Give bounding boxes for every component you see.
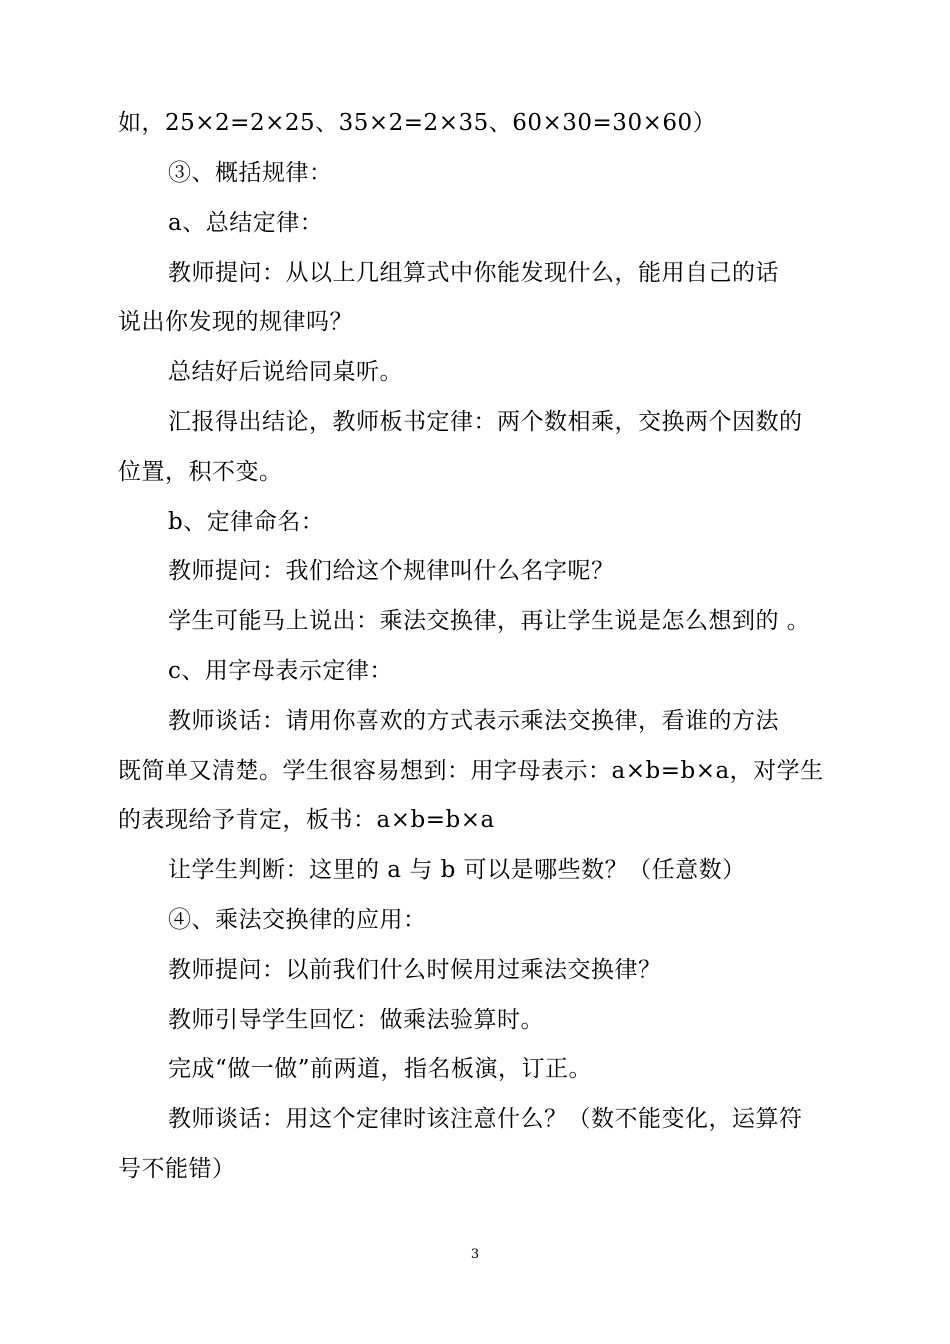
text-line-17: ④、乘法交换律的应用：: [168, 907, 427, 933]
text-line-7: 汇报得出结论，教师板书定律：两个数相乘，交换两个因数的: [168, 409, 803, 435]
text-line-11: 学生可能马上说出：乘法交换律，再让学生说是怎么想到的 。: [168, 608, 811, 634]
text-line-20: 完成“做一做”前两道，指名板演，订正。: [168, 1056, 593, 1082]
text-line-19: 教师引导学生回忆：做乘法验算时。: [168, 1007, 544, 1033]
text-line-21: 教师谈话：用这个定律时该注意什么？（数不能变化，运算符: [168, 1106, 803, 1132]
text-line-5: 说出你发现的规律吗？: [118, 309, 353, 335]
text-line-2: ③、概括规律：: [168, 160, 333, 186]
text-line-10: 教师提问：我们给这个规律叫什么名字呢？: [168, 558, 615, 584]
text-line-14: 既简单又清楚。学生很容易想到：用字母表示：a×b=b×a，对学生: [118, 758, 824, 784]
text-line-12: c、用字母表示定律：: [168, 658, 393, 684]
text-line-4: 教师提问：从以上几组算式中你能发现什么，能用自己的话: [168, 260, 779, 286]
text-line-6: 总结好后说给同桌听。: [168, 359, 403, 385]
text-line-1: 如，25×2=2×25、35×2=2×35、60×30=30×60）: [118, 110, 717, 136]
text-line-18: 教师提问：以前我们什么时候用过乘法交换律？: [168, 957, 662, 983]
page-number: 3: [470, 1247, 480, 1262]
text-line-8: 位置，积不变。: [118, 459, 283, 485]
text-line-13: 教师谈话：请用你喜欢的方式表示乘法交换律，看谁的方法: [168, 708, 779, 734]
text-line-9: b、定律命名：: [168, 509, 325, 535]
text-line-3: a、总结定律：: [168, 210, 324, 236]
text-line-16: 让学生判断：这里的 a 与 b 可以是哪些数？（任意数）: [168, 857, 746, 883]
text-line-22: 号不能错）: [118, 1156, 236, 1182]
text-line-15: 的表现给予肯定，板书：a×b=b×a: [118, 807, 495, 833]
